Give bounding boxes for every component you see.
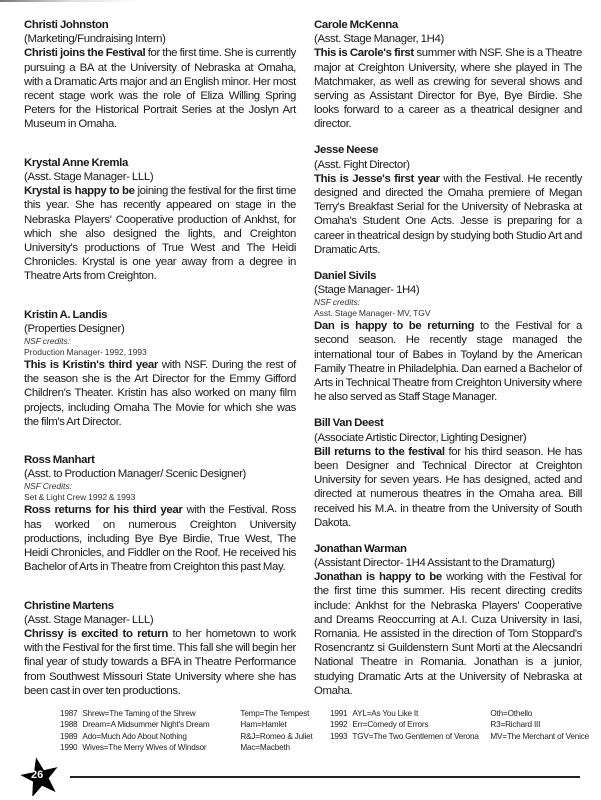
bio-text <box>24 46 296 131</box>
bio-role: (Marketing/Fundraising Intern) <box>24 33 166 46</box>
bio-credits-label: NSF credits: <box>314 297 361 308</box>
abbreviation-legend-left <box>60 708 313 753</box>
bio-body: to the Festival for a second season. He recently stage managed the international tour of Babes in Toyland by the American Family Theatre in Philadelphia. Dan earned a Bachelor of Arts in Technical Theatre from Creighton University where he also served as Staff Stage Manager. <box>314 320 582 404</box>
left-column <box>24 18 296 698</box>
bio-name: Bill Van Deest <box>314 417 384 430</box>
bio-role: (Properties Designer) <box>24 322 125 335</box>
bio-body: with the Festival. He recently designed and directed the Omaha premiere of Megan Terry's Breakfast Serial for the University of Nebraska at Omaha's Student One Acts. Jesse is preparing for a career in theatrical design by studying both Studio Art and Dramatic Arts. <box>314 172 582 256</box>
legend-extra: Mac=Macbeth <box>240 742 290 752</box>
bio-body: to her hometown to work with the Festival for the first time. This fall she will begin her final year of study towards a BFA in Theatre Performance from Southwest Missouri State University where she has been cast in over ten productions. <box>24 627 296 697</box>
bio-credits: Asst. Stage Manager- MV, TGV <box>314 308 431 319</box>
bio-lead: Chrissy is excited to return <box>24 627 168 640</box>
bio-credits: Production Manager- 1992, 1993 <box>24 346 147 357</box>
legend-extra: Oth=Othello <box>490 709 533 718</box>
bio-text <box>314 46 582 131</box>
bio-christi-johnston <box>24 18 296 132</box>
bio-lead: Dan is happy to be returning <box>314 320 475 333</box>
bio-name: Kristin A. Landis <box>24 308 108 321</box>
bio-christine-martens <box>24 599 296 698</box>
legend-abbr: Wives=The Merry Wives of Windsor <box>82 742 207 752</box>
legend-extra: R3=Richard III <box>490 720 541 730</box>
bio-name: Christine Martens <box>24 599 114 612</box>
bio-lead: This is Carole's first <box>314 47 414 60</box>
abbreviation-legend-right <box>330 708 589 742</box>
legend-row <box>330 719 589 730</box>
page-footer <box>0 706 601 800</box>
bio-lead: Bill returns to the festival <box>314 445 445 458</box>
bio-lead: Krystal is happy to be <box>24 185 135 198</box>
legend-row <box>60 742 313 753</box>
bio-carole-mckenna <box>314 18 582 132</box>
page-number: 26 <box>31 769 44 781</box>
legend-abbr: Shrew=The Taming of the Shrew <box>82 709 196 718</box>
bio-lead: Christi joins the Festival <box>24 47 146 60</box>
bio-name: Carole McKenna <box>314 19 398 31</box>
legend-year: 1993 <box>330 731 348 741</box>
bio-name: Christi Johnston <box>24 19 109 31</box>
right-column <box>314 18 582 698</box>
bio-role: (Asst. to Production Manager/ Scenic Designer) <box>24 468 246 481</box>
legend-extra: MV=The Merchant of Venice <box>490 731 589 741</box>
bio-body: with the Festival. Ross has worked on numerous Creighton University productions, including Bye Bye Birdie, True West, The Heidi Chronicles, and Fiddler on the Roof. He received his Bachelor of Arts in Theatre from Creighton this past May. <box>24 504 296 574</box>
bio-body: for his third season. He has been Designer and Technical Director at Creighton University for seven years. He has designed, acted and directed at numerous theatres in the Omaha area. Bill received his M.A. in theatre from the University of South Dakota. <box>314 445 583 529</box>
bio-role: (Associate Artistic Director, Lighting Designer) <box>314 431 527 444</box>
bio-credits-label: NSF Credits: <box>24 481 72 492</box>
bio-body: joining the festival for the first time this year. She has recently appeared on stage in the Nebraska Players' Cooperative production of Ankhst, for which she also designed the lights, and Creighton University's productions of True West and The Heidi Chronicles. Krystal is one year away from a degree in Theatre Arts from Creighton. <box>24 185 296 283</box>
legend-row <box>60 719 313 730</box>
bio-role: (Asst. Stage Manager, 1H4) <box>314 33 444 46</box>
legend-row <box>60 708 313 719</box>
legend-row <box>330 731 589 742</box>
bio-jesse-neese <box>314 143 582 257</box>
bio-jonathan-warman <box>314 542 582 698</box>
bio-text <box>24 184 296 283</box>
bio-name: Ross Manhart <box>24 454 95 467</box>
bio-text <box>314 445 582 530</box>
legend-abbr: AYL=As You Like It <box>352 709 419 718</box>
bio-text <box>314 570 582 698</box>
bio-daniel-sivils <box>314 269 582 405</box>
bio-text <box>314 319 582 404</box>
scan-edge-band <box>0 0 140 2</box>
bio-body: summer with NSF. She is a Theatre major at Creighton University, where she played in The Matchmaker, as well as crewing for several shows and serving as Assistant Director for Bye, Bye Birdie. She looks forward to a career as a theatrical designer and director. <box>314 47 582 131</box>
bio-name: Krystal Anne Kremla <box>24 156 128 169</box>
legend-year: 1990 <box>60 742 78 752</box>
legend-abbr: Ado=Much Ado About Nothing <box>82 731 187 741</box>
legend-extra: R&J=Romeo & Juliet <box>240 731 313 741</box>
bio-role: (Asst. Stage Manager- LLL) <box>24 170 154 183</box>
bio-credits: Set & Light Crew 1992 & 1993 <box>24 492 136 503</box>
bio-role: (Stage Manager- 1H4) <box>314 284 420 297</box>
bio-name: Daniel Sivils <box>314 269 377 282</box>
legend-row <box>60 731 313 742</box>
legend-extra: Ham=Hamlet <box>240 720 287 730</box>
legend-abbr: TGV=The Two Gentlemen of Verona <box>352 731 479 741</box>
legend-year: 1988 <box>60 720 78 730</box>
bio-krystal-kremla <box>24 156 296 284</box>
bio-bill-van-deest <box>314 416 582 530</box>
bio-lead: Ross returns for his third year <box>24 504 183 517</box>
bio-name: Jesse Neese <box>314 144 379 157</box>
legend-year: 1991 <box>330 709 348 718</box>
bio-text <box>314 172 582 257</box>
legend-abbr: Err=Comedy of Errors <box>352 720 429 730</box>
bio-body: for the first time. She is currently pursuing a BA at the University of Nebraska at Omaha, with a Dramatic Arts major and an English minor. Her most recent stage work was the role of Eliza Willing Spring Peters for the Historical Portrait Series at the Joslyn Art Museum in Omaha. <box>24 47 296 131</box>
footer-rule <box>70 776 580 778</box>
legend-year: 1987 <box>60 709 78 718</box>
bio-text <box>24 627 296 698</box>
bio-role: (Asst. Fight Director) <box>314 158 410 171</box>
legend-row <box>330 708 589 719</box>
bio-body: with NSF. During the rest of the season she is the Art Director for the Emmy Gifford Children's Theater. Kristin has also worked on many film projects, including Omaha The Movie for which she was the film's Art Director. <box>24 358 296 428</box>
bio-body: working with the Festival for the first time this summer. His recent directing credits include: Ankhst for the Nebraska Players' Cooperative and Dreams Reoccurring at A.I. Cuza University in Iasi, Romania. He assisted in the direction of Tom Stoppard's Rosencrantz si Guildenstern Sunt Morti at the Alecsandri National Theatre in Romania. Jonathan is a junior, studying Dramatic Arts at the University of Nebraska at Omaha. <box>314 571 583 697</box>
legend-year: 1989 <box>60 731 78 741</box>
legend-extra: Temp=The Tempest <box>240 709 310 718</box>
bio-role: (Assistant Director- 1H4 Assistant to the Dramaturg) <box>314 556 555 569</box>
bio-role: (Asst. Stage Manager- LLL) <box>24 613 154 626</box>
bio-text <box>24 358 296 429</box>
bio-lead: This is Kristin's third year <box>24 358 158 371</box>
bio-text <box>24 503 296 574</box>
bio-lead: Jonathan is happy to be <box>314 571 442 584</box>
bio-ross-manhart <box>24 453 296 574</box>
legend-year: 1992 <box>330 720 348 730</box>
bio-lead: This is Jesse's first year <box>314 172 440 185</box>
legend-abbr: Dream=A Midsummer Night's Dream <box>82 720 210 730</box>
bio-name: Jonathan Warman <box>314 542 407 555</box>
bio-credits-label: NSF credits: <box>24 335 71 346</box>
bio-kristin-landis <box>24 308 296 429</box>
